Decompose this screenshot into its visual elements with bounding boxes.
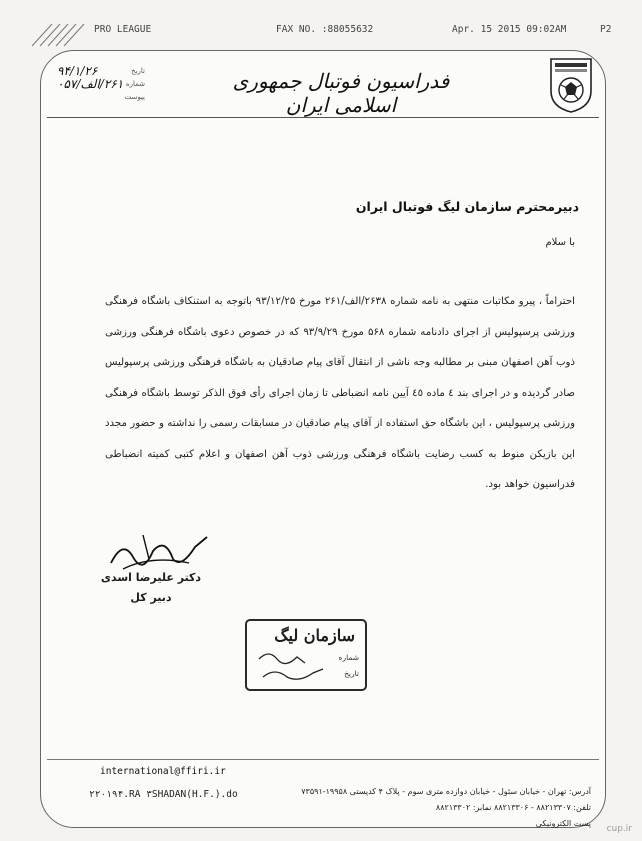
stamp-title: سازمان لیگ	[274, 626, 355, 645]
date-label: تاریخ	[131, 67, 145, 75]
footer-divider	[47, 759, 599, 760]
letter-sheet	[40, 50, 606, 828]
received-stamp	[245, 619, 367, 691]
email-label: پست الکترونیکی	[535, 819, 591, 828]
fax-page: P2	[600, 24, 612, 35]
federation-name: فدراسیون فوتبال جمهوری اسلامی ایران	[232, 69, 450, 117]
number-label: شماره	[125, 80, 145, 88]
header-divider	[47, 117, 599, 118]
document-reference: ۲۲۰۱۹۴.RA ۳SHADAN(H.F.).do	[89, 789, 238, 800]
recipient: دبیرمحترم سازمان لیگ فوتبال ایران	[355, 199, 579, 214]
attachment-label: پیوست	[124, 93, 145, 101]
email-address: international@ffiri.ir	[100, 766, 226, 777]
stamp-handwriting	[253, 645, 333, 685]
stamp-number-label: شماره	[338, 653, 359, 662]
signer-title: دبیر کل	[130, 591, 172, 604]
fax-sender: PRO LEAGUE	[94, 24, 152, 35]
site-watermark: cup.ir	[606, 824, 632, 834]
stamp-date-label: تاریخ	[344, 669, 359, 678]
federation-emblem-icon	[549, 57, 593, 113]
letter-body: احتراماً ، پیرو مکاتبات منتهی به نامه شماره ۲۶۳۸/الف/۲۶۱ مورخ ۹۳/۱۲/۲۵ باتوجه به استنکاف باشگاه فرهنگی ورزشی پرسپولیس از اجرای دادنامه شماره ۵۶۸ مورخ ۹۳/۹/۲۹ که در خصوص دعوی باشگاه فرهنگی ورزشی ذوب آهن اصفهان مبنی بر مطالبه وجه ناشی از انتقال آقای پیام صادقیان به باشگاه فرهنگی ورزشی پرسپولیس صادر گردیده و در اجرای بند ٤ ماده ٤٥ آیین نامه انضباطی تا زمان اجرای رأی فوق الذکر توسط باشگاه فرهنگی ورزشی پرسپولیس ، این باشگاه حق استفاده از آقای پیام صادقیان در مسابقات رسمی را نداشته و حضور مجدد این بازیکن منوط به کسب رضایت باشگاه فرهنگی ورزشی ذوب آهن اصفهان و اعلام کتبی کمیته انضباطی فدراسیون خواهد بود.	[105, 296, 575, 490]
greeting: با سلام	[545, 237, 575, 248]
letter-meta	[55, 64, 145, 111]
postal-address: آدرس: تهران - خیابان سئول - خیابان دوازده متری سوم - پلاک ۴ کدپستی ۱۹۹۵۸-۷۳۵۹۱	[301, 787, 591, 796]
handwritten-signature	[103, 529, 213, 575]
date-value: ۹۴/۱/۲۶	[57, 64, 98, 78]
number-value: ۲۶۱/الف/۰۵۷	[57, 77, 124, 91]
phone-numbers: تلفن: ۸۸۲۱۳۳۰۷ - ۸۸۲۱۳۳۰۶ نمابر: ۸۸۲۱۳۳۰۲	[435, 803, 591, 812]
fax-date-time: Apr. 15 2015 09:02AM	[452, 24, 567, 35]
fax-number: FAX NO. :88055632	[276, 24, 374, 35]
fax-hatch-marks	[30, 20, 100, 48]
signer-name: دکتر علیرضا اسدی	[100, 571, 202, 584]
